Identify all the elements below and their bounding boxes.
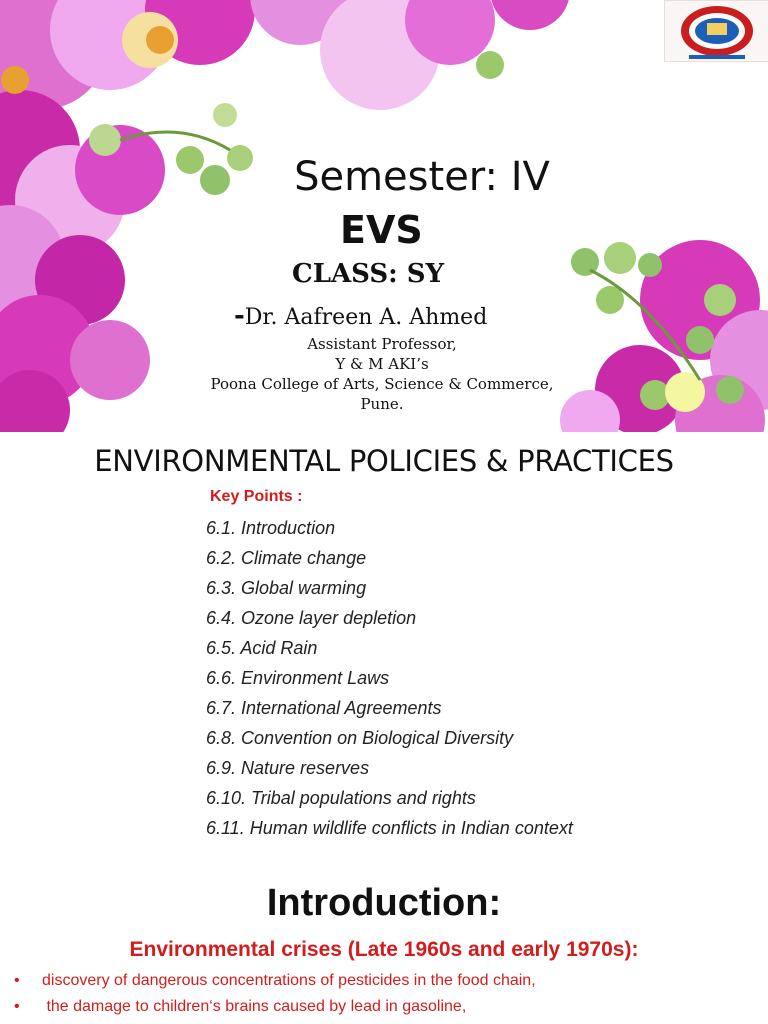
class-heading: CLASS: SY [292,259,445,289]
bullet-text: the damage to children‘s brains caused by lead in gasoline, [42,998,467,1015]
list-item: 6.2. Climate change [206,548,367,568]
title-slide [0,0,768,432]
list-item: 6.5. Acid Rain [206,638,318,658]
semester-heading: Semester: IV [294,154,550,200]
slide-subtitle: Environmental crises (Late 1960s and early 1970s): [129,938,639,961]
list-item: 6.11. Human wildlife conflicts in Indian context [206,818,573,838]
list-item: 6.9. Nature reserves [206,758,370,778]
affiliation-line: Assistant Professor, [307,335,457,353]
list-item: 6.3. Global warming [206,578,367,598]
affiliation-line: Y & M AKI’s [335,355,429,373]
policies-slide [0,432,768,852]
list-item: 6.7. International Agreements [206,698,442,718]
slide-title: Introduction: [266,882,502,924]
list-item: 6.6. Environment Laws [206,668,390,688]
key-points-list [206,516,573,846]
key-points-label: Key Points : [210,488,303,505]
bullet-text: discovery of dangerous concentrations of pesticides in the food chain, [42,972,536,989]
affiliation-line: Pune. [360,395,404,413]
introduction-slide [0,852,768,1024]
list-item: 6.4. Ozone layer depletion [206,608,417,628]
affiliation-block [168,334,596,414]
bullet-icon: • [14,998,20,1015]
author-dash: - [234,301,245,331]
college-logo-seal [664,0,768,62]
list-item: 6.8. Convention on Biological Diversity [206,728,514,748]
author-name: Dr. Aafreen A. Ahmed [244,305,488,330]
slide-title: ENVIRONMENTAL POLICIES & PRACTICES [94,444,674,478]
author-line [234,301,487,331]
list-item: 6.10. Tribal populations and rights [206,788,476,808]
subject-heading: EVS [340,208,423,252]
affiliation-line: Poona College of Arts, Science & Commerce, [210,375,554,393]
list-item: 6.1. Introduction [206,518,336,538]
bullet-list [14,970,536,1022]
bullet-icon: • [14,972,20,989]
list-item [14,970,536,996]
list-item [14,996,536,1022]
